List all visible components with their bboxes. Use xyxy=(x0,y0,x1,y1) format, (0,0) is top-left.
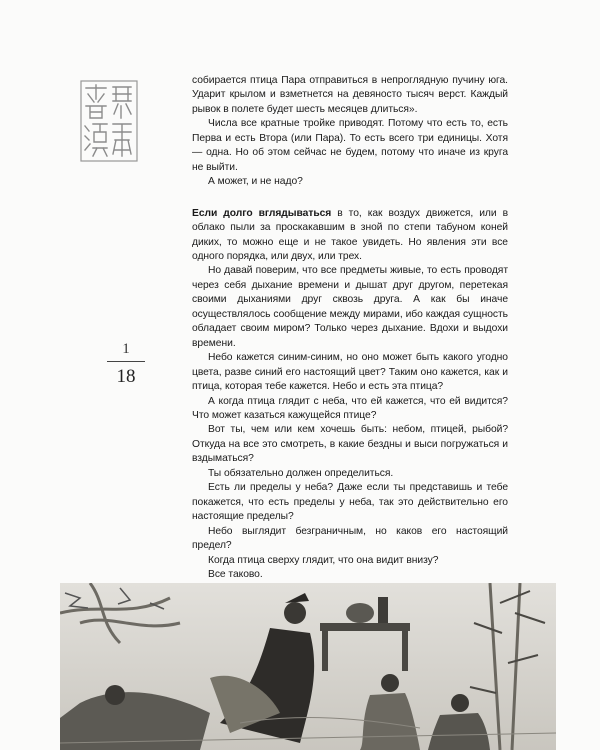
lead-paragraph-rest: в то, как воздух движется, или в облако пыли за проскакавшим в зной по степи табуном коней диких, то можно еще и не такое увидеть. Но явления эти все одного порядка, или двух, или трех. xyxy=(192,207,508,262)
seal-stamp xyxy=(80,80,138,162)
body-text xyxy=(192,74,508,582)
paragraph: Но давай поверим, что все предметы живые, то есть проводят через себя дыхание времени и дышат друг другом, перетекая своими дыханиями друг сквозь друга. А как бы иначе осуществлялось сообщение между мирами, ибо каждая сущность обладает своим миром? Только через дыхание. Вдохи и выдохи времени. xyxy=(192,265,508,349)
paragraph: А может, и не надо? xyxy=(208,176,303,188)
paragraph: Когда птица сверху глядит, что она видит внизу? xyxy=(208,554,439,566)
lead-phrase: Если долго вглядываться xyxy=(192,207,332,219)
paragraph: Небо выглядит безграничным, но каков его настоящий предел? xyxy=(192,525,508,552)
paragraph: собирается птица Пара отправиться в непроглядную пучину юга. Ударит крылом и взметнется на девяносто тысяч верст. Каждый рывок в полете будет шесть месяцев длиться». xyxy=(192,75,508,115)
paragraph: Все таково. xyxy=(208,568,263,580)
paragraph: Ты обязательно должен определиться. xyxy=(208,467,394,479)
paragraph: Числа все кратные тройке приводят. Потому что есть то, есть Перва и есть Втора (или Пара). То есть всего три единицы. Хотя — одна. Но об этом сейчас не будем, потому что иначе из круга не выйти. xyxy=(192,118,508,173)
paragraph: А когда птица глядит с неба, что ей кажется, что ей видится? Что может казаться кажущейся птице? xyxy=(192,395,508,421)
scroll-painting-illustration xyxy=(60,583,556,750)
paragraph: Вот ты, чем или кем хочешь быть: небом, птицей, рыбой? Откуда на все это смотреть, в какие бездны и выси погружаться и вздыматься? xyxy=(192,424,508,465)
painting-icon xyxy=(60,583,556,750)
chapter-number: 1 xyxy=(122,341,130,357)
paragraph-lead xyxy=(192,207,508,265)
paragraph: Есть ли пределы у неба? Даже если ты представишь и тебе покажется, что есть пределы у неба, так это действительно его настоящие пределы? xyxy=(192,482,508,523)
page-number: 18 xyxy=(116,366,136,387)
paragraph: Небо кажется синим-синим, но оно может быть какого угодно цвета, разве синий его настоящий цвет? Таким оно кажется, как и птица, которая тебе кажется. Небо и есть эта птица? xyxy=(192,352,508,393)
chapter-divider xyxy=(107,361,145,362)
chapter-marker xyxy=(96,340,156,388)
